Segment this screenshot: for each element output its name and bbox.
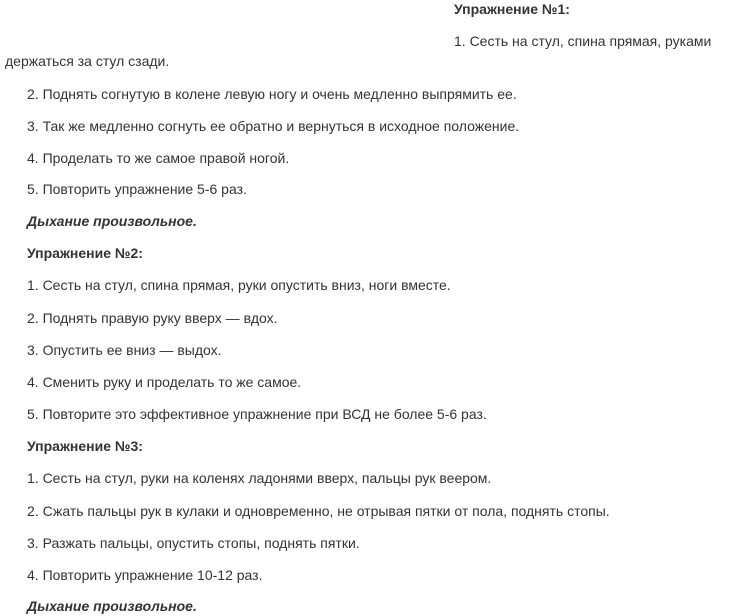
exercise-3-breathing-note: Дыхание произвольное. (27, 598, 197, 614)
exercise-2-step-3: 3. Опустить ее вниз — выдох. (27, 342, 222, 358)
exercise-3-step-1: 1. Сесть на стул, руки на коленях ладонями вверх, пальцы рук веером. (27, 470, 492, 486)
exercise-2-step-2: 2. Поднять правую руку вверх — вдох. (27, 310, 278, 326)
exercise-2-step-1: 1. Сесть на стул, спина прямая, руки опустить вниз, ноги вместе. (27, 277, 451, 293)
exercise-1-step-1-line-1: 1. Сесть на стул, спина прямая, руками (454, 33, 712, 49)
exercise-1-step-4: 4. Проделать то же самое правой ногой. (27, 150, 290, 166)
exercise-3-step-4: 4. Повторить упражнение 10-12 раз. (27, 567, 263, 583)
exercise-3-step-2: 2. Сжать пальцы рук в кулаки и одновременно, не отрывая пятки от пола, поднять стопы. (27, 503, 610, 519)
exercise-1-breathing-note: Дыхание произвольное. (27, 213, 197, 229)
exercise-2-step-5: 5. Повторите это эффективное упражнение при ВСД не более 5-6 раз. (27, 406, 487, 422)
exercise-3-step-3: 3. Разжать пальцы, опустить стопы, поднять пятки. (27, 535, 360, 551)
exercise-1-step-1-line-2: держаться за стул сзади. (5, 53, 170, 69)
exercise-2-title: Упражнение №2: (27, 245, 143, 261)
exercise-1-step-2: 2. Поднять согнутую в колене левую ногу и очень медленно выпрямить ее. (27, 86, 517, 102)
exercise-1-title: Упражнение №1: (454, 1, 570, 17)
exercise-3-title: Упражнение №3: (27, 438, 143, 454)
exercise-2-step-4: 4. Сменить руку и проделать то же самое. (27, 374, 302, 390)
exercise-1-step-3: 3. Так же медленно согнуть ее обратно и вернуться в исходное положение. (27, 118, 520, 134)
exercise-1-step-5: 5. Повторить упражнение 5-6 раз. (27, 181, 247, 197)
